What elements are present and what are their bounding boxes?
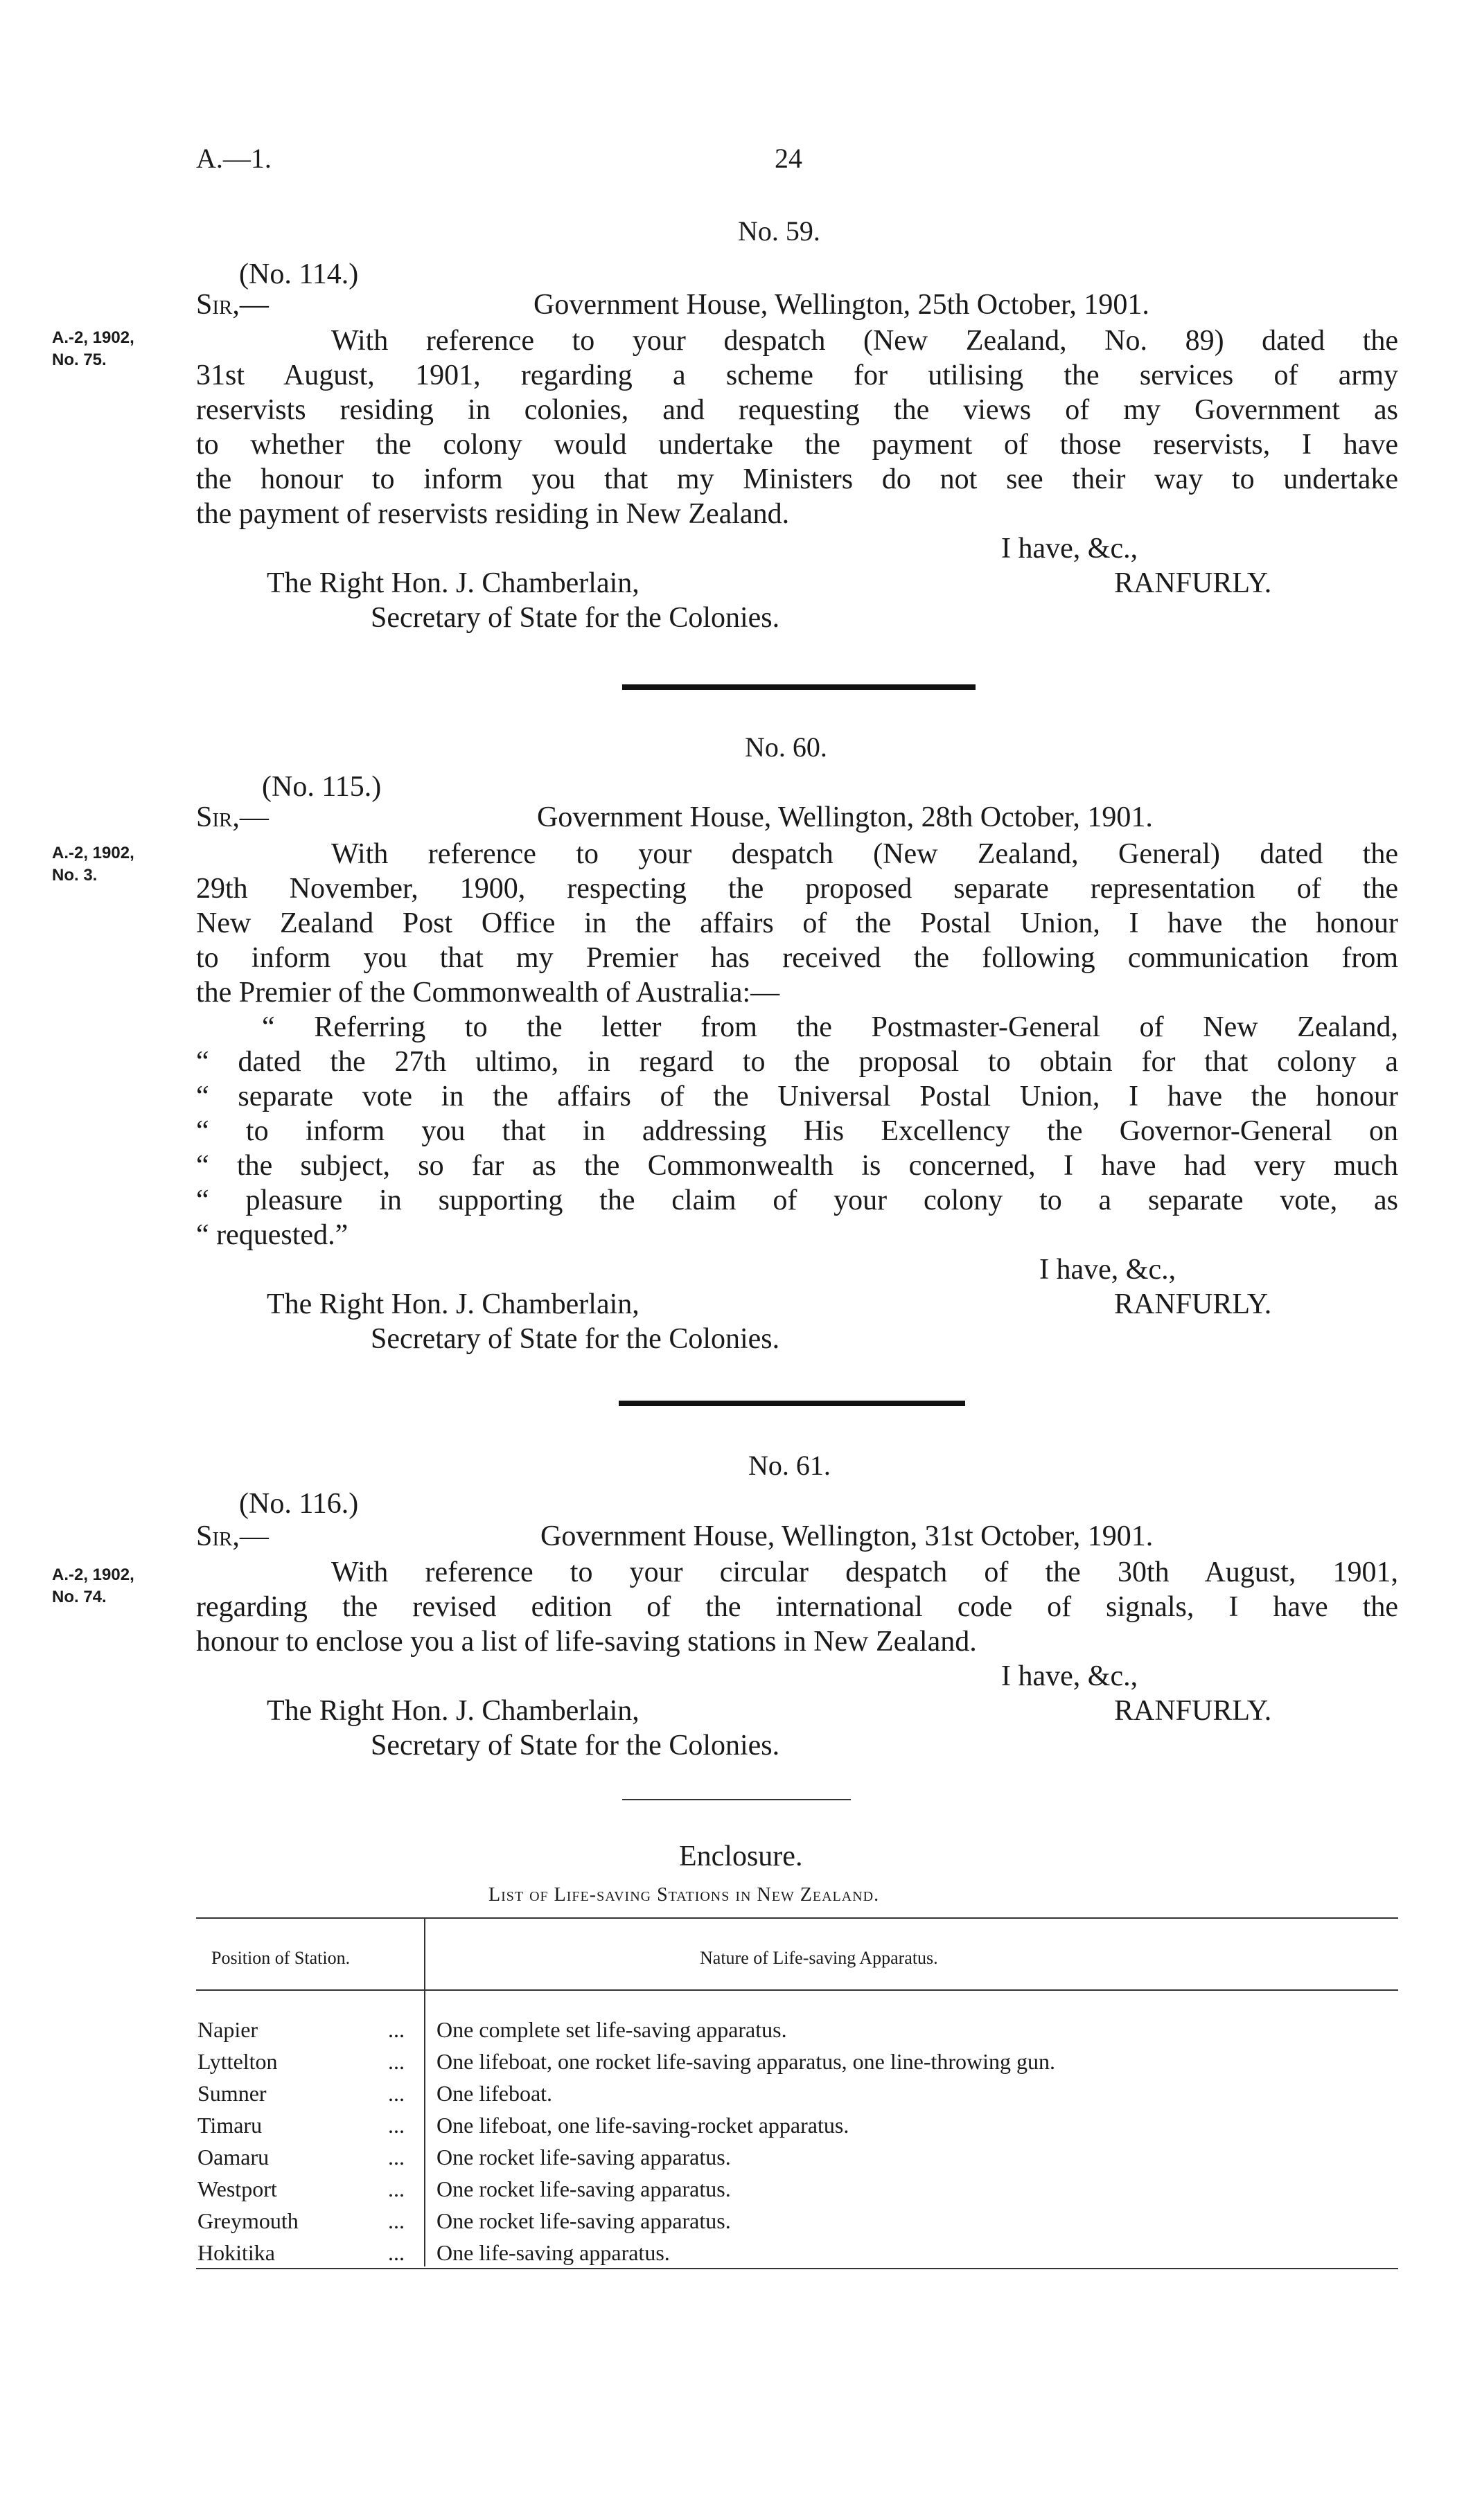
addressee-title: Secretary of State for the Colonies. bbox=[371, 1730, 780, 1762]
table-top-rule bbox=[196, 1917, 1398, 1919]
addressee: The Right Hon. J. Chamberlain, bbox=[267, 1288, 640, 1320]
place-date: Government House, Wellington, 25th October, 1901. bbox=[533, 289, 1149, 321]
apparatus: One life-saving apparatus. bbox=[436, 2240, 670, 2265]
body-line: to inform you that my Premier has received the following communication from bbox=[196, 942, 1398, 974]
place-date: Government House, Wellington, 31st October, 1901. bbox=[540, 1520, 1154, 1552]
margin-note: No. 74. bbox=[52, 1588, 107, 1606]
despatch-number: (No. 116.) bbox=[239, 1488, 359, 1520]
letter-heading: No. 61. bbox=[748, 1450, 831, 1481]
closing: I have, &c., bbox=[1039, 1254, 1176, 1286]
salutation: Sir,— bbox=[196, 289, 269, 321]
apparatus: One rocket life-saving apparatus. bbox=[436, 2208, 731, 2233]
margin-note: A.-2, 1902, bbox=[52, 328, 134, 347]
body-line: With reference to your despatch (New Zealand, General) dated the bbox=[331, 838, 1398, 870]
quote-line: “ separate vote in the affairs of the Universal Postal Union, I have the honour bbox=[196, 1081, 1398, 1112]
closing: I have, &c., bbox=[1001, 1660, 1138, 1692]
quote-line: “ pleasure in supporting the claim of your colony to a separate vote, as bbox=[196, 1184, 1398, 1216]
station-name: Oamaru bbox=[197, 2145, 270, 2169]
quote-line: “ requested.” bbox=[196, 1219, 349, 1251]
despatch-number: (No. 115.) bbox=[262, 771, 382, 803]
station-name: Sumner bbox=[197, 2081, 267, 2106]
addressee-title: Secretary of State for the Colonies. bbox=[371, 602, 780, 634]
quote-line: “ Referring to the letter from the Postmaster-General of New Zealand, bbox=[262, 1011, 1398, 1043]
leader-dots: ... bbox=[388, 2017, 405, 2042]
quote-line: “ the subject, so far as the Commonwealth is concerned, I have had very much bbox=[196, 1150, 1398, 1182]
body-line: regarding the revised edition of the international code of signals, I have the bbox=[196, 1591, 1398, 1623]
section-divider bbox=[622, 684, 976, 690]
column-header: Nature of Life-saving Apparatus. bbox=[700, 1948, 938, 1968]
body-line: New Zealand Post Office in the affairs of the Postal Union, I have the honour bbox=[196, 907, 1398, 939]
salutation: Sir,— bbox=[196, 801, 269, 833]
leader-dots: ... bbox=[388, 2145, 405, 2169]
leader-dots: ... bbox=[388, 2176, 405, 2201]
addressee: The Right Hon. J. Chamberlain, bbox=[267, 567, 640, 599]
body-line: the honour to inform you that my Ministers do not see their way to undertake bbox=[196, 463, 1398, 495]
leader-dots: ... bbox=[388, 2113, 405, 2138]
signature: RANFURLY. bbox=[1114, 1288, 1272, 1320]
body-line: 29th November, 1900, respecting the proposed separate representation of the bbox=[196, 873, 1398, 905]
enclosure-title: Enclosure. bbox=[679, 1840, 803, 1872]
table-bottom-rule bbox=[196, 2268, 1398, 2269]
apparatus: One lifeboat, one life-saving-rocket apparatus. bbox=[436, 2113, 849, 2138]
salutation: Sir,— bbox=[196, 1520, 269, 1552]
addressee-title: Secretary of State for the Colonies. bbox=[371, 1323, 780, 1355]
enclosure-divider bbox=[622, 1799, 851, 1800]
place-date: Government House, Wellington, 28th October, 1901. bbox=[537, 801, 1153, 833]
station-name: Napier bbox=[197, 2017, 258, 2042]
letter-heading: No. 59. bbox=[738, 215, 820, 247]
station-name: Timaru bbox=[197, 2113, 263, 2138]
quote-line: “ dated the 27th ultimo, in regard to the proposal to obtain for that colony a bbox=[196, 1046, 1398, 1078]
body-line: reservists residing in colonies, and requesting the views of my Government as bbox=[196, 394, 1398, 426]
addressee: The Right Hon. J. Chamberlain, bbox=[267, 1695, 640, 1727]
column-header: Position of Station. bbox=[211, 1948, 351, 1968]
margin-note: A.-2, 1902, bbox=[52, 1565, 134, 1584]
apparatus: One rocket life-saving apparatus. bbox=[436, 2145, 731, 2169]
page-reference: A.—1. bbox=[196, 143, 272, 174]
leader-dots: ... bbox=[388, 2240, 405, 2265]
leader-dots: ... bbox=[388, 2049, 405, 2074]
section-divider bbox=[619, 1401, 965, 1406]
apparatus: One lifeboat, one rocket life-saving apparatus, one line-throwing gun. bbox=[436, 2049, 1056, 2074]
leader-dots: ... bbox=[388, 2081, 405, 2106]
signature: RANFURLY. bbox=[1114, 567, 1272, 599]
body-line: With reference to your despatch (New Zealand, No. 89) dated the bbox=[331, 325, 1398, 357]
page-number: 24 bbox=[775, 143, 802, 174]
body-line: the payment of reservists residing in New Zealand. bbox=[196, 498, 790, 530]
apparatus: One complete set life-saving apparatus. bbox=[436, 2017, 787, 2042]
body-line: With reference to your circular despatch of the 30th August, 1901, bbox=[331, 1556, 1398, 1588]
quote-line: “ to inform you that in addressing His Excellency the Governor-General on bbox=[196, 1115, 1398, 1147]
margin-note: No. 75. bbox=[52, 351, 107, 369]
station-name: Westport bbox=[197, 2176, 277, 2201]
body-line: the Premier of the Commonwealth of Australia:— bbox=[196, 977, 780, 1009]
leader-dots: ... bbox=[388, 2208, 405, 2233]
letter-heading: No. 60. bbox=[745, 731, 827, 763]
margin-note: No. 3. bbox=[52, 866, 98, 885]
table-header-rule bbox=[196, 1989, 1398, 1991]
body-line: honour to enclose you a list of life-saving stations in New Zealand. bbox=[196, 1626, 977, 1658]
closing: I have, &c., bbox=[1001, 533, 1138, 565]
enclosure-subtitle: List of Life-saving Stations in New Zealand. bbox=[488, 1884, 880, 1906]
body-line: to whether the colony would undertake the payment of those reservists, I have bbox=[196, 429, 1398, 461]
margin-note: A.-2, 1902, bbox=[52, 844, 134, 862]
table-column-rule bbox=[424, 1919, 425, 2266]
station-name: Greymouth bbox=[197, 2208, 299, 2233]
station-name: Lyttelton bbox=[197, 2049, 278, 2074]
despatch-number: (No. 114.) bbox=[239, 258, 359, 290]
apparatus: One lifeboat. bbox=[436, 2081, 553, 2106]
body-line: 31st August, 1901, regarding a scheme for utilising the services of army bbox=[196, 360, 1398, 391]
signature: RANFURLY. bbox=[1114, 1695, 1272, 1727]
apparatus: One rocket life-saving apparatus. bbox=[436, 2176, 731, 2201]
station-name: Hokitika bbox=[197, 2240, 275, 2265]
